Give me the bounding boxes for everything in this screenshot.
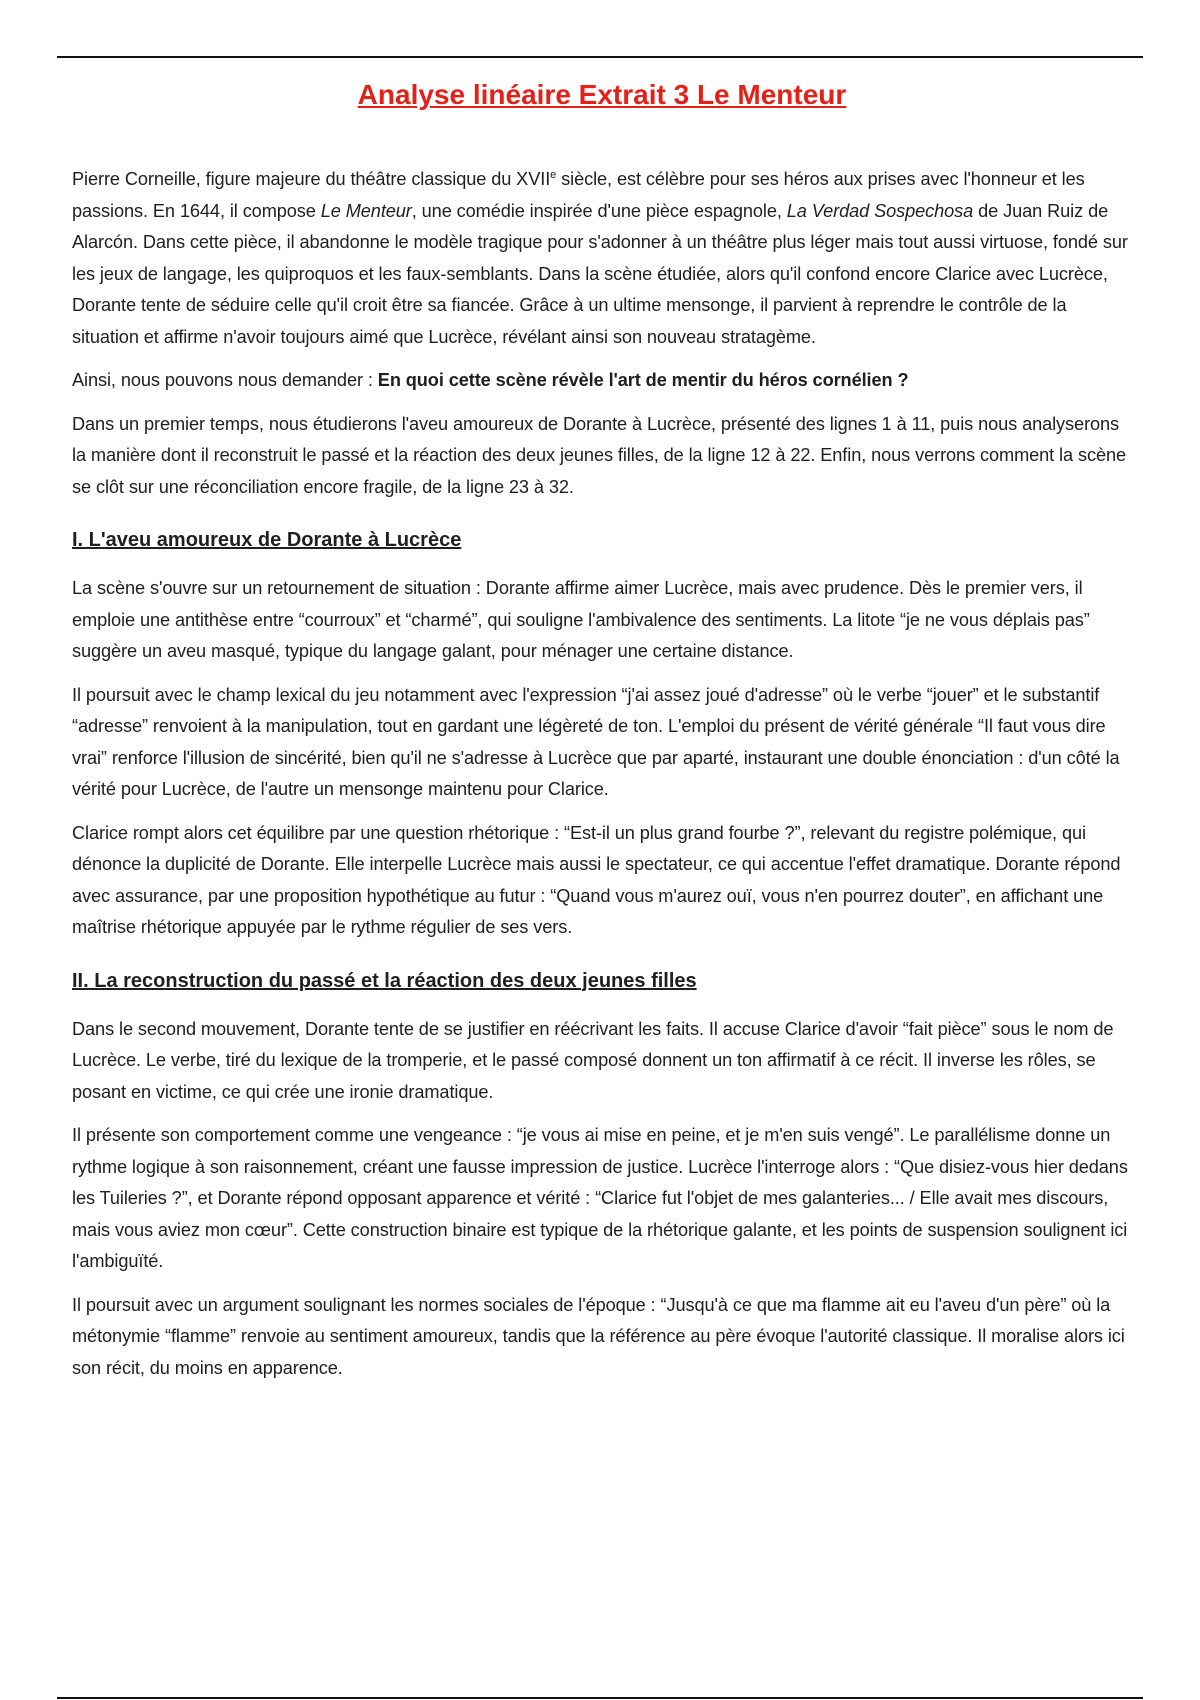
section2-paragraph-2: Il présente son comportement comme une vengeance : “je vous ai mise en peine, et je m'en suis vengé”. Le parallélisme donne un rythme logique à son raisonnement, créant une fausse impression de justice. Lucrèce l'interroge alors : “Que disiez-vous hier dedans les Tuileries ?”, et Dorante répond opposant apparence et vérité : “Clarice fut l'objet de mes galanteries... / Elle avait mes discours, mais vous aviez mon cœur”. Cette construction binaire est typique de la rhétorique galante, et les points de suspension soulignent ici l'ambiguïté. bbox=[72, 1125, 1128, 1272]
section2-paragraph-3: Il poursuit avec un argument soulignant les normes sociales de l'époque : “Jusqu'à ce que ma flamme ait eu l'aveu d'un père” où la métonymie “flamme” renvoie au sentiment amoureux, tandis que la référence au père évoque l'autorité classique. Il moralise alors ici son récit, du moins en apparence. bbox=[72, 1294, 1125, 1378]
section-heading-2: II. La reconstruction du passé et la réaction des deux jeunes filles bbox=[72, 969, 697, 992]
question-lead: Ainsi, nous pouvons nous demander : bbox=[72, 370, 378, 391]
intro-text-c: , une comédie inspirée d'une pièce espagnole, bbox=[411, 200, 787, 221]
work-title-menteur: Le Menteur bbox=[320, 200, 412, 221]
page-title: Analyse linéaire Extrait 3 Le Menteur bbox=[357, 79, 847, 110]
section1-paragraph-3: Clarice rompt alors cet équilibre par une question rhétorique : “Est-il un plus grand fourbe ?”, relevant du registre polémique, qui dénonce la duplicité de Dorante. Elle interpelle Lucrèce mais aussi le spectateur, ce qui accentue l'effet dramatique. Dorante répond avec assurance, par une proposition hypothétique au futur : “Quand vous m'aurez ouï, vous n'en pourrez douter”, en affichant une maîtrise rhétorique appuyée par le rythme régulier de ses vers. bbox=[72, 822, 1121, 938]
century-superscript: e bbox=[550, 169, 557, 181]
intro-paragraph bbox=[72, 160, 1132, 353]
plan-paragraph: Dans un premier temps, nous étudierons l'aveu amoureux de Dorante à Lucrèce, présenté des lignes 1 à 11, puis nous analyserons la manière dont il reconstruit le passé et la réaction des deux jeunes filles, de la ligne 12 à 22. Enfin, nous verrons comment la scène se clôt sur une réconciliation encore fragile, de la ligne 23 à 32. bbox=[72, 413, 1127, 497]
intro-text-a: Pierre Corneille, figure majeure du théâtre classique du XVII bbox=[72, 169, 551, 190]
section2-paragraph-1: Dans le second mouvement, Dorante tente de se justifier en réécrivant les faits. Il accuse Clarice d'avoir “fait pièce” sous le nom de Lucrèce. Le verbe, tiré du lexique de la tromperie, et le passé composé donnent un ton affirmatif à ce récit. Il inverse les rôles, se posant en victime, ce qui crée une ironie dramatique. bbox=[72, 1018, 1114, 1102]
bottom-rule bbox=[57, 1697, 1143, 1699]
section-heading-1: I. L'aveu amoureux de Dorante à Lucrèce bbox=[72, 529, 462, 552]
intro-text-b: siècle, est célèbre pour ses héros aux prises avec l'honneur et les passions. En 1644, il compose bbox=[72, 169, 1085, 221]
document-page bbox=[72, 70, 1132, 1396]
problematique-paragraph bbox=[72, 365, 1132, 397]
work-title-verdad: La Verdad Sospechosa bbox=[786, 200, 974, 221]
section1-paragraph-1: La scène s'ouvre sur un retournement de situation : Dorante affirme aimer Lucrèce, mais avec prudence. Dès le premier vers, il emploie une antithèse entre “courroux” et “charmé”, qui souligne l'ambivalence des sentiments. La litote “je ne vous déplais pas” suggère un aveu masqué, typique du langage galant, pour ménager une certaine distance. bbox=[72, 578, 1090, 662]
section1-paragraph-2: Il poursuit avec le champ lexical du jeu notamment avec l'expression “j'ai assez joué d'adresse” où le verbe “jouer” et le substantif “adresse” renvoient à la manipulation, tout en gardant une légèreté de ton. L'emploi du présent de vérité générale “Il faut vous dire vrai” renforce l'illusion de sincérité, bien qu'il ne s'adresse à Lucrèce que par aparté, instaurant une double énonciation : d'un côté la vérité pour Lucrèce, de l'autre un mensonge maintenu pour Clarice. bbox=[72, 684, 1120, 800]
intro-text-d: de Juan Ruiz de Alarcón. Dans cette pièce, il abandonne le modèle tragique pour s'adonner à un théâtre plus léger mais tout aussi virtuose, fondé sur les jeux de langage, les quiproquos et les faux-semblants. Dans la scène étudiée, alors qu'il confond encore Clarice avec Lucrèce, Dorante tente de séduire celle qu'il croit être sa fiancée. Grâce à un ultime mensonge, il parvient à reprendre le contrôle de la situation et affirme n'avoir toujours aimé que Lucrèce, révélant ainsi son nouveau stratagème. bbox=[72, 200, 1128, 347]
problematique: En quoi cette scène révèle l'art de mentir du héros cornélien ? bbox=[377, 370, 909, 391]
top-rule bbox=[57, 56, 1143, 58]
